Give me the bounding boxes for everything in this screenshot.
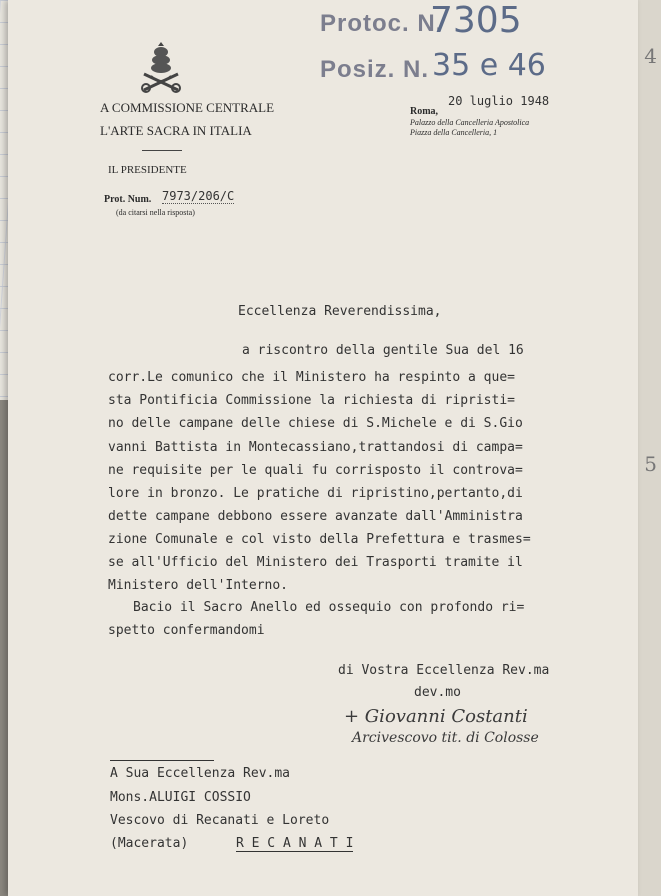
- recipient-divider: [110, 760, 214, 761]
- signature-name: + Giovanni Costanti: [344, 706, 528, 727]
- body-line: no delle campane delle chiese di S.Michele e di S.Gio: [108, 416, 523, 431]
- president-title: IL PRESIDENTE: [108, 164, 187, 176]
- recipient-line: Vescovo di Recanati e Loreto: [110, 813, 330, 828]
- body-line: se all'Ufficio del Ministero dei Trasporti tramite il: [108, 555, 523, 570]
- body-line: dette campane debbono essere avanzate dall'Amministra: [108, 509, 523, 524]
- protocol-reference-label: Prot. Num.: [104, 194, 152, 205]
- position-number: 35 e 46: [432, 48, 546, 83]
- body-line: spetto confermandomi: [108, 623, 265, 638]
- body-line: a riscontro della gentile Sua del 16: [242, 343, 524, 358]
- recipient-line: (Macerata): [110, 836, 189, 851]
- closing-line2: dev.mo: [414, 685, 461, 700]
- papal-emblem-icon: [138, 38, 184, 96]
- position-label: Posiz. N.: [320, 56, 430, 83]
- body-line: lore in bronzo. Le pratiche di ripristino,pertanto,di: [108, 486, 523, 501]
- city: Roma,: [410, 106, 439, 117]
- protocol-reference-note: (da citarsi nella risposta): [116, 208, 195, 217]
- recipient-line: Mons.ALUIGI COSSIO: [110, 790, 251, 805]
- body-line: corr.Le comunico che il Ministero ha respinto a que=: [108, 370, 515, 385]
- letterhead-divider: [142, 150, 182, 151]
- recipient-line: A Sua Eccellenza Rev.ma: [110, 766, 291, 781]
- body-line: zione Comunale e col visto della Prefettura e trasmes=: [108, 532, 531, 547]
- protocol-reference-value: 7973/206/C: [162, 189, 235, 203]
- address-line1: Palazzo della Cancelleria Apostolica: [410, 118, 530, 127]
- margin-mark: 5: [644, 452, 657, 476]
- protocol-number: 7305: [430, 0, 522, 41]
- body-line: sta Pontificia Commissione la richiesta di ripristi=: [108, 393, 515, 408]
- body-line: Ministero dell'Interno.: [108, 578, 289, 593]
- address-line2: Piazza della Cancelleria, 1: [410, 128, 498, 137]
- letterhead-line1: A COMMISSIONE CENTRALE: [100, 100, 275, 115]
- signature-title: Arcivescovo tit. di Colosse: [352, 730, 539, 746]
- letterhead-line2: L'ARTE SACRA IN ITALIA: [100, 123, 252, 138]
- margin-mark: 4: [644, 44, 657, 68]
- body-line: Bacio il Sacro Anello ed ossequio con profondo ri=: [133, 600, 525, 615]
- protocol-label: Protoc. N.: [320, 10, 444, 37]
- closing-line1: di Vostra Eccellenza Rev.ma: [338, 663, 550, 678]
- recipient-city: R E C A N A T I: [236, 836, 354, 851]
- letter-date: 20 luglio 1948: [448, 94, 550, 108]
- body-line: vanni Battista in Montecassiano,trattandosi di campa=: [108, 440, 523, 455]
- salutation: Eccellenza Reverendissima,: [238, 304, 442, 319]
- body-line: ne requisite per le quali fu corrisposto il controva=: [108, 463, 523, 478]
